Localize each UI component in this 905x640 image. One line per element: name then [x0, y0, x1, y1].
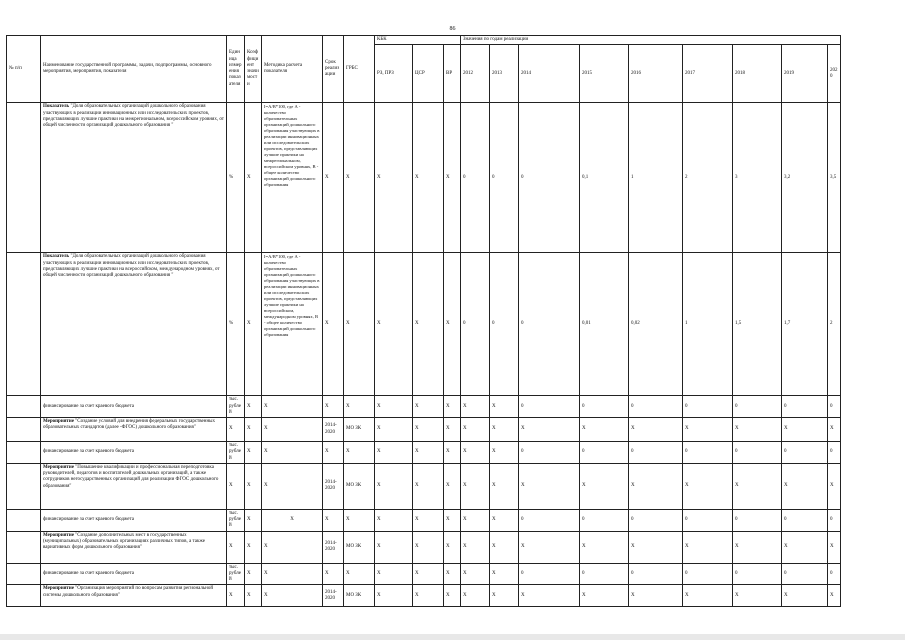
header-method: Методика расчета показателя	[262, 36, 323, 103]
header-year: 2019	[782, 45, 828, 103]
row-value: 0	[519, 442, 580, 464]
row-term: Х	[323, 396, 344, 418]
row-unit: %	[227, 103, 245, 253]
row-num	[7, 563, 41, 585]
row-value: 0	[782, 396, 828, 418]
row-value: 0	[519, 563, 580, 585]
header-year: 2014	[519, 45, 580, 103]
measure-row	[7, 531, 841, 563]
row-method: Х	[262, 418, 323, 442]
header-kbk: КБК	[375, 36, 461, 45]
page-bottom-edge	[0, 634, 905, 640]
row-grbs: Х	[344, 396, 375, 418]
row-unit: тыс. рублей	[227, 396, 245, 418]
financing-row	[7, 563, 841, 585]
header-coef: Коэф фициент значимости	[245, 36, 262, 103]
row-value: 0	[683, 396, 733, 418]
row-value: Х	[490, 563, 519, 585]
row-csr: Х	[413, 509, 444, 531]
row-term: Х	[323, 509, 344, 531]
row-name	[41, 463, 227, 509]
row-rz: Х	[375, 396, 413, 418]
row-grbs: МО ЗК	[344, 463, 375, 509]
row-value: 0	[629, 396, 683, 418]
row-value: Х	[461, 509, 490, 531]
row-csr: Х	[413, 253, 444, 396]
row-term: Х	[323, 253, 344, 396]
page-number: 86	[449, 26, 456, 32]
row-value: Х	[733, 463, 782, 509]
row-value: Х	[828, 585, 841, 607]
row-csr: Х	[413, 531, 444, 563]
header-num: № п/п	[7, 36, 41, 103]
header-kbk-csr: ЦСР	[413, 45, 444, 103]
row-value: 1,7	[782, 253, 828, 396]
row-csr: Х	[413, 563, 444, 585]
row-grbs: МО ЗК	[344, 531, 375, 563]
row-value: Х	[519, 585, 580, 607]
row-value: Х	[490, 442, 519, 464]
row-unit: Х	[227, 531, 245, 563]
row-value: Х	[733, 418, 782, 442]
row-value: Х	[828, 463, 841, 509]
row-value: 0	[519, 396, 580, 418]
financing-row	[7, 509, 841, 531]
row-value: Х	[519, 463, 580, 509]
header-year: 2018	[733, 45, 782, 103]
row-value: 0,02	[629, 253, 683, 396]
header-year: 2020	[828, 45, 841, 103]
row-value: 0	[519, 103, 580, 253]
row-label: Показатель	[43, 104, 70, 110]
row-term: Х	[323, 103, 344, 253]
row-grbs: Х	[344, 509, 375, 531]
row-num	[7, 463, 41, 509]
row-value: 0	[782, 563, 828, 585]
row-value: Х	[490, 418, 519, 442]
row-name: финансирование за счет краевого бюджета	[41, 563, 227, 585]
header-year: 2015	[580, 45, 629, 103]
row-method: Х	[262, 563, 323, 585]
row-vr: Х	[444, 509, 461, 531]
row-rz: Х	[375, 442, 413, 464]
row-value: 0	[733, 509, 782, 531]
header-row-1	[7, 36, 841, 45]
row-value: 0	[580, 442, 629, 464]
header-name: Наименование государственной программы, задачи, подпрограммы, основного мероприятия, мероприятия, показателя	[41, 36, 227, 103]
row-grbs: МО ЗК	[344, 418, 375, 442]
row-text: "Повышение квалификации и профессиональная переподготовка руководителей, педагогов и воспитателей дошкольных организаций, а также сотрудников негосударственных организаций для реализации ФГОС дошкольного образования"	[43, 464, 219, 489]
row-rz: Х	[375, 103, 413, 253]
row-coef: Х	[245, 442, 262, 464]
row-value: Х	[629, 531, 683, 563]
row-label: Показатель	[43, 254, 70, 260]
row-csr: Х	[413, 103, 444, 253]
row-value: 0	[828, 509, 841, 531]
row-csr: Х	[413, 463, 444, 509]
row-value: 0,1	[580, 103, 629, 253]
row-value: 0	[828, 442, 841, 464]
row-coef: Х	[245, 585, 262, 607]
row-value: Х	[580, 463, 629, 509]
header-grbs: ГРБС	[344, 36, 375, 103]
row-value: 0	[490, 103, 519, 253]
row-value: Х	[461, 463, 490, 509]
row-name	[41, 585, 227, 607]
row-grbs: Х	[344, 253, 375, 396]
row-value: Х	[782, 531, 828, 563]
row-unit: %	[227, 253, 245, 396]
row-label: Мероприятие	[43, 419, 74, 424]
row-grbs: МО ЗК	[344, 585, 375, 607]
row-grbs: Х	[344, 442, 375, 464]
row-value: Х	[629, 585, 683, 607]
row-vr: Х	[444, 253, 461, 396]
row-unit: Х	[227, 585, 245, 607]
row-value: 0	[629, 442, 683, 464]
row-method: Х	[262, 585, 323, 607]
row-text: "Доля образовательных организаций дошкольного образования участвующих в реализации инновационных или исследовательских проектов, представляющих лучшие практики на всероссийском, международном уровнях, от общей численности организаций дошкольного образования "	[43, 254, 220, 278]
financing-row	[7, 396, 841, 418]
row-value: 0	[519, 253, 580, 396]
row-num	[7, 253, 41, 396]
row-vr: Х	[444, 585, 461, 607]
row-value: 1	[683, 253, 733, 396]
row-name	[41, 253, 227, 396]
row-value: 0	[733, 396, 782, 418]
row-method: Х	[262, 509, 323, 531]
row-value: 0	[828, 396, 841, 418]
row-value: 1,5	[733, 253, 782, 396]
row-value: 1	[629, 103, 683, 253]
row-term: Х	[323, 442, 344, 464]
row-unit: тыс. рублей	[227, 563, 245, 585]
row-grbs: Х	[344, 563, 375, 585]
row-value: 0	[683, 509, 733, 531]
row-coef: Х	[245, 463, 262, 509]
row-value: 0	[733, 563, 782, 585]
row-term: 2014-2020	[323, 463, 344, 509]
row-num	[7, 442, 41, 464]
row-csr: Х	[413, 585, 444, 607]
header-unit: Единица измерения показателя	[227, 36, 245, 103]
row-vr: Х	[444, 531, 461, 563]
row-rz: Х	[375, 509, 413, 531]
row-value: 0	[683, 442, 733, 464]
row-rz: Х	[375, 585, 413, 607]
row-unit: Х	[227, 463, 245, 509]
row-name	[41, 418, 227, 442]
row-method: I=A/B*100, где А - количество образовательных организаций дошкольного образования участвующих в реализации инновационных или исследовательских проектов, представляющих лучшие практики на межрегиональном, всероссийском уровнях, В - общее количество организаций дошкольного образования	[262, 103, 323, 253]
header-kbk-vr: ВР	[444, 45, 461, 103]
row-value: Х	[461, 585, 490, 607]
row-coef: Х	[245, 563, 262, 585]
row-rz: Х	[375, 418, 413, 442]
row-rz: Х	[375, 463, 413, 509]
row-name	[41, 531, 227, 563]
row-csr: Х	[413, 442, 444, 464]
row-value: 0	[580, 563, 629, 585]
row-num	[7, 509, 41, 531]
row-value: Х	[733, 531, 782, 563]
row-value: 0	[828, 563, 841, 585]
row-rz: Х	[375, 253, 413, 396]
row-value: Х	[782, 418, 828, 442]
row-num	[7, 418, 41, 442]
row-num	[7, 585, 41, 607]
measure-row	[7, 585, 841, 607]
row-value: Х	[461, 442, 490, 464]
row-rz: Х	[375, 531, 413, 563]
financing-row	[7, 442, 841, 464]
row-value: Х	[683, 463, 733, 509]
row-value: 0	[490, 253, 519, 396]
row-value: 0	[580, 396, 629, 418]
row-value: 0	[461, 103, 490, 253]
row-value: Х	[461, 563, 490, 585]
row-unit: тыс. рублей	[227, 442, 245, 464]
row-value: 2	[828, 253, 841, 396]
row-vr: Х	[444, 103, 461, 253]
row-text: "Организация мероприятий по вопросам развития региональной системы дошкольного образования"	[43, 586, 214, 598]
row-method: Х	[262, 463, 323, 509]
row-num	[7, 396, 41, 418]
row-label: Мероприятие	[43, 586, 74, 592]
row-value: 0	[629, 509, 683, 531]
row-vr: Х	[444, 563, 461, 585]
indicator-row	[7, 103, 841, 253]
row-value: 0	[461, 253, 490, 396]
row-value: 3	[733, 103, 782, 253]
row-coef: Х	[245, 509, 262, 531]
row-value: Х	[490, 396, 519, 418]
row-num	[7, 103, 41, 253]
row-value: Х	[580, 531, 629, 563]
header-years-title: Значения по годам реализации	[461, 36, 841, 45]
row-value: 0	[782, 509, 828, 531]
program-table	[6, 35, 841, 607]
row-value: 0	[580, 509, 629, 531]
row-value: Х	[519, 418, 580, 442]
row-value: 3,2	[782, 103, 828, 253]
row-method: Х	[262, 396, 323, 418]
row-value: Х	[580, 585, 629, 607]
measure-row	[7, 418, 841, 442]
row-value: Х	[629, 463, 683, 509]
row-value: Х	[490, 463, 519, 509]
row-value: Х	[733, 585, 782, 607]
header-year: 2013	[490, 45, 519, 103]
row-value: 0	[683, 563, 733, 585]
header-year: 2016	[629, 45, 683, 103]
row-value: Х	[519, 531, 580, 563]
row-csr: Х	[413, 396, 444, 418]
row-method: Х	[262, 531, 323, 563]
row-text: "Создание дополнительных мест в государственных (муниципальных) образовательных организациях различных типов, а также вариативных форм дошкольного образования"	[43, 532, 206, 550]
row-value: Х	[782, 463, 828, 509]
row-name: финансирование за счет краевого бюджета	[41, 396, 227, 418]
row-name: финансирование за счет краевого бюджета	[41, 509, 227, 531]
row-value: Х	[629, 418, 683, 442]
row-value: Х	[683, 418, 733, 442]
row-label: Мероприятие	[43, 464, 74, 470]
row-rz: Х	[375, 563, 413, 585]
row-num	[7, 531, 41, 563]
row-vr: Х	[444, 418, 461, 442]
row-name: финансирование за счет краевого бюджета	[41, 442, 227, 464]
header-year: 2017	[683, 45, 733, 103]
row-value: Х	[580, 418, 629, 442]
row-value: 0	[519, 509, 580, 531]
row-value: Х	[490, 509, 519, 531]
row-method: I=A/B*100, где А - количество образовательных организаций дошкольного образования участвующих в реализации инновационных или исследовательских проектов, представляющих лучшие практики на всероссийском, международном уровнях, В - общее количество организаций дошкольного образования	[262, 253, 323, 396]
header-term: Срок реализации	[323, 36, 344, 103]
row-term: 2014-2020	[323, 531, 344, 563]
header-year: 2012	[461, 45, 490, 103]
row-unit: Х	[227, 418, 245, 442]
row-value: Х	[828, 418, 841, 442]
row-vr: Х	[444, 396, 461, 418]
row-value: 0	[782, 442, 828, 464]
row-value: Х	[461, 418, 490, 442]
row-coef: Х	[245, 531, 262, 563]
row-term: 2014-2020	[323, 418, 344, 442]
row-unit: тыс. рублей	[227, 509, 245, 531]
row-value: Х	[490, 585, 519, 607]
row-coef: Х	[245, 253, 262, 396]
row-grbs: Х	[344, 103, 375, 253]
row-value: 0	[629, 563, 683, 585]
row-value: 2	[683, 103, 733, 253]
row-value: 3,5	[828, 103, 841, 253]
row-csr: Х	[413, 418, 444, 442]
row-name	[41, 103, 227, 253]
row-value: Х	[490, 531, 519, 563]
row-label: Мероприятие	[43, 532, 74, 538]
row-value: Х	[828, 531, 841, 563]
row-coef: Х	[245, 418, 262, 442]
row-term: 2014-2020	[323, 585, 344, 607]
indicator-row	[7, 253, 841, 396]
row-coef: Х	[245, 396, 262, 418]
row-coef: Х	[245, 103, 262, 253]
row-value: 0	[733, 442, 782, 464]
row-vr: Х	[444, 463, 461, 509]
row-text: "Создание условий для внедрения федеральных государственных образовательных стандартов (далее -ФГОС) дошкольного образования"	[43, 419, 215, 431]
row-method: Х	[262, 442, 323, 464]
row-value: Х	[683, 585, 733, 607]
row-value: Х	[782, 585, 828, 607]
row-value: Х	[461, 531, 490, 563]
row-value: 0,01	[580, 253, 629, 396]
measure-row	[7, 463, 841, 509]
row-term: Х	[323, 563, 344, 585]
row-value: Х	[461, 396, 490, 418]
row-text: "Доля образовательных организаций дошкольного образования участвующих в реализации инновационных или исследовательских проектов, представляющих лучшие практики на межрегиональном, всероссийском уровнях, от общей численности организаций дошкольного образования "	[43, 104, 224, 128]
header-kbk-rz: РЗ, ПРЗ	[375, 45, 413, 103]
row-value: Х	[683, 531, 733, 563]
row-vr: Х	[444, 442, 461, 464]
